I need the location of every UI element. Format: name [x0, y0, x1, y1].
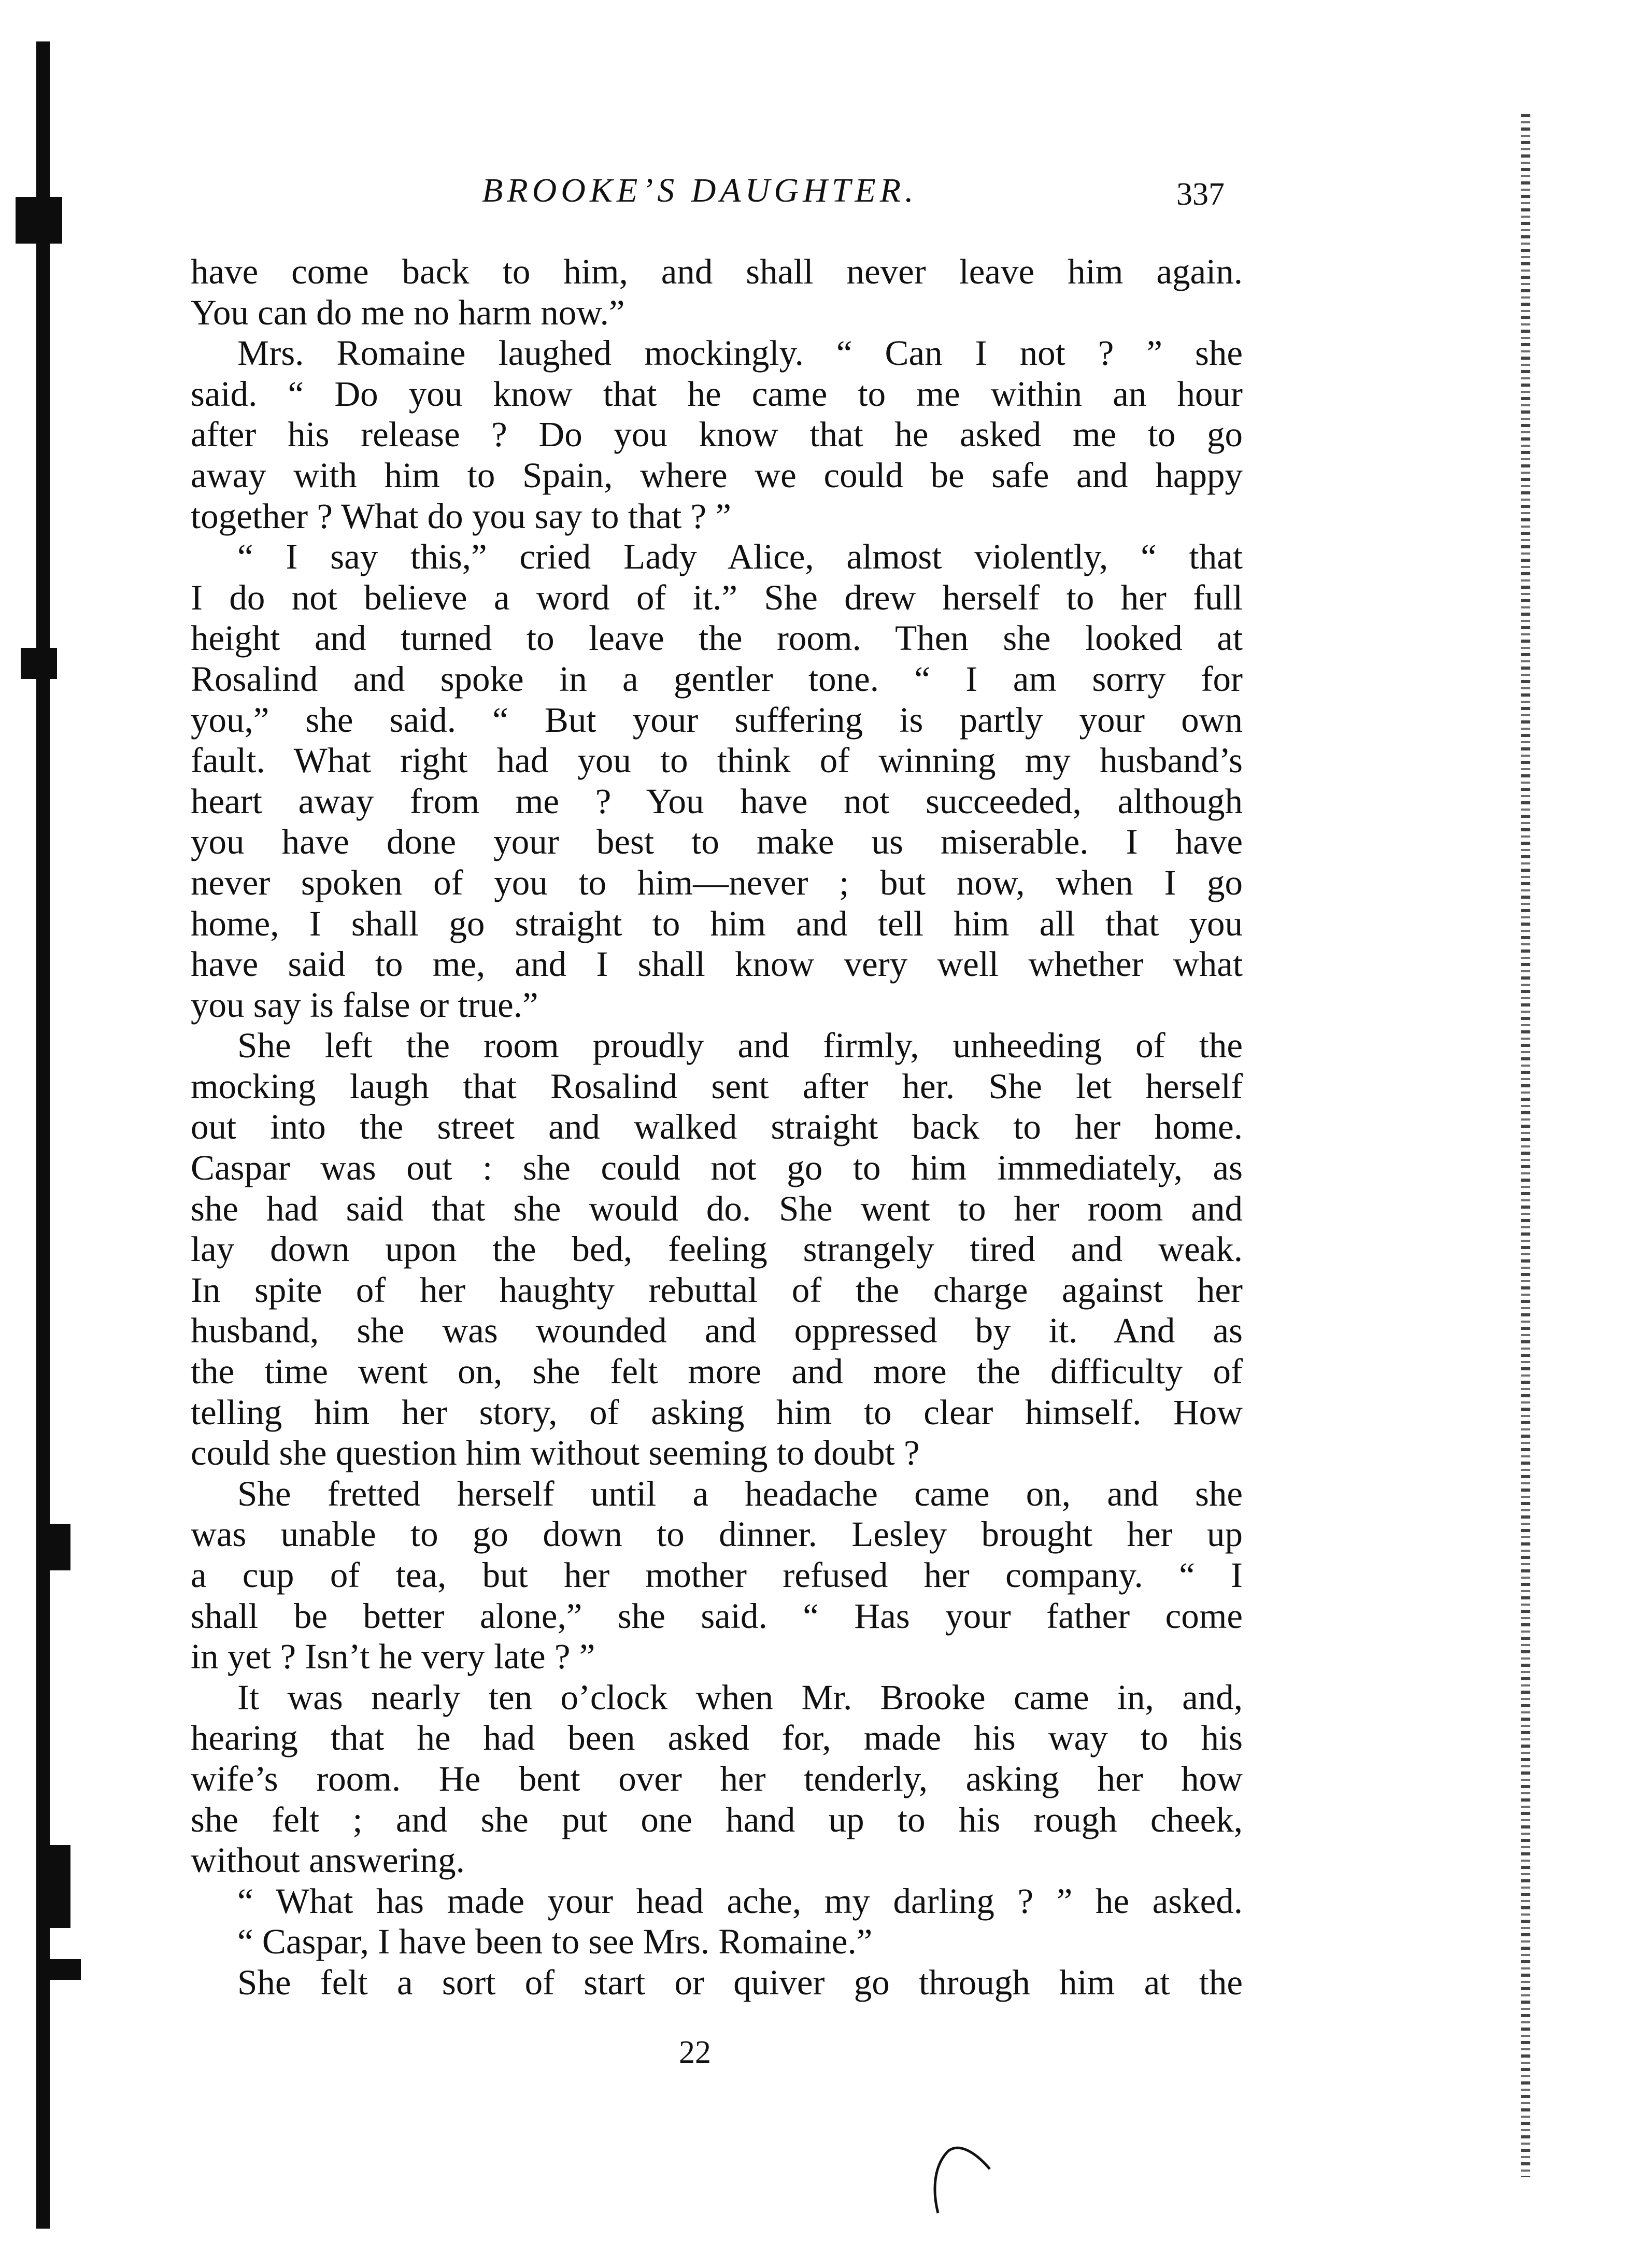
- body-text: [191, 251, 1243, 2003]
- text-line: have come back to him, and shall never leave him again.: [191, 252, 1243, 291]
- text-line: “ I say this,” cried Lady Alice, almost violently, “ that: [237, 537, 1243, 577]
- scan-edge-noise: [1521, 114, 1530, 2177]
- page-header: [192, 171, 1239, 228]
- text-line: wife’s room. He bent over her tenderly, asking her how: [191, 1759, 1243, 1798]
- text-line: home, I shall go straight to him and tell him all that you: [191, 903, 1243, 943]
- text-line: was unable to go down to dinner. Lesley brought her up: [191, 1514, 1243, 1554]
- text-line: without answering.: [191, 1840, 465, 1880]
- text-line: She felt a sort of start or quiver go through him at the: [237, 1962, 1243, 2002]
- text-line: the time went on, she felt more and more the difficulty of: [191, 1352, 1243, 1392]
- text-line: She left the room proudly and firmly, unheeding of the: [237, 1026, 1243, 1066]
- text-line: you,” she said. “ But your suffering is partly your own: [191, 700, 1243, 740]
- text-line: Caspar was out : she could not go to him immediately, as: [191, 1148, 1243, 1188]
- text-line: You can do me no harm now.”: [191, 292, 625, 332]
- text-line: hearing that he had been asked for, made his way to his: [191, 1718, 1243, 1758]
- text-line: she had said that she would do. She went to her room and: [191, 1188, 1243, 1228]
- text-line: height and turned to leave the room. Then she looked at: [191, 618, 1243, 658]
- running-title: BROOKE’S DAUGHTER.: [482, 172, 918, 209]
- text-line: husband, she was wounded and oppressed by it. And as: [191, 1311, 1243, 1351]
- printer-flourish-mark: [928, 2141, 1000, 2218]
- page-number: 337: [1176, 177, 1225, 212]
- text-line: you say is false or true.”: [191, 985, 538, 1025]
- text-line: mocking laugh that Rosalind sent after her. She let herself: [191, 1066, 1243, 1106]
- text-line: I do not believe a word of it.” She drew herself to her full: [191, 577, 1243, 617]
- text-line: a cup of tea, but her mother refused her company. “ I: [191, 1555, 1243, 1595]
- text-line: together ? What do you say to that ? ”: [191, 496, 731, 536]
- text-line: have said to me, and I shall know very well whether what: [191, 944, 1243, 984]
- text-line: she felt ; and she put one hand up to his rough cheek,: [191, 1799, 1243, 1839]
- binding-blot: [21, 648, 57, 679]
- text-line: telling him her story, of asking him to clear himself. How: [191, 1392, 1243, 1432]
- text-line: “ What has made your head ache, my darling ? ” he asked.: [237, 1881, 1243, 1921]
- text-line: in yet ? Isn’t he very late ? ”: [191, 1637, 595, 1677]
- binding-blot: [16, 197, 62, 244]
- binding-edge: [36, 41, 50, 2229]
- text-line: “ Caspar, I have been to see Mrs. Romaine.”: [237, 1922, 873, 1962]
- text-line: never spoken of you to him—never ; but now, when I go: [191, 862, 1243, 902]
- text-line: Mrs. Romaine laughed mockingly. “ Can I not ? ” she: [237, 333, 1243, 373]
- text-line: you have done your best to make us miserable. I have: [191, 822, 1243, 862]
- text-line: In spite of her haughty rebuttal of the charge against her: [191, 1270, 1243, 1310]
- binding-blot: [50, 1845, 70, 1928]
- text-line: shall be better alone,” she said. “ Has your father come: [191, 1596, 1243, 1636]
- binding-blot: [50, 1959, 81, 1980]
- text-line: after his release ? Do you know that he asked me to go: [191, 415, 1243, 455]
- text-line: She fretted herself until a headache came on, and she: [237, 1473, 1243, 1513]
- text-line: said. “ Do you know that he came to me within an hour: [191, 374, 1243, 414]
- text-line: out into the street and walked straight back to her home.: [191, 1107, 1243, 1147]
- binding-blot: [50, 1524, 70, 1570]
- text-line: It was nearly ten o’clock when Mr. Brooke came in, and,: [237, 1677, 1243, 1717]
- text-line: fault. What right had you to think of winning my husband’s: [191, 741, 1243, 781]
- text-line: lay down upon the bed, feeling strangely tired and weak.: [191, 1229, 1243, 1269]
- text-line: Rosalind and spoke in a gentler tone. “ I am sorry for: [191, 659, 1243, 699]
- text-line: heart away from me ? You have not succeeded, although: [191, 781, 1243, 821]
- text-line: away with him to Spain, where we could be safe and happy: [191, 455, 1243, 495]
- signature-mark: 22: [679, 2035, 711, 2070]
- text-line: could she question him without seeming to doubt ?: [191, 1433, 920, 1473]
